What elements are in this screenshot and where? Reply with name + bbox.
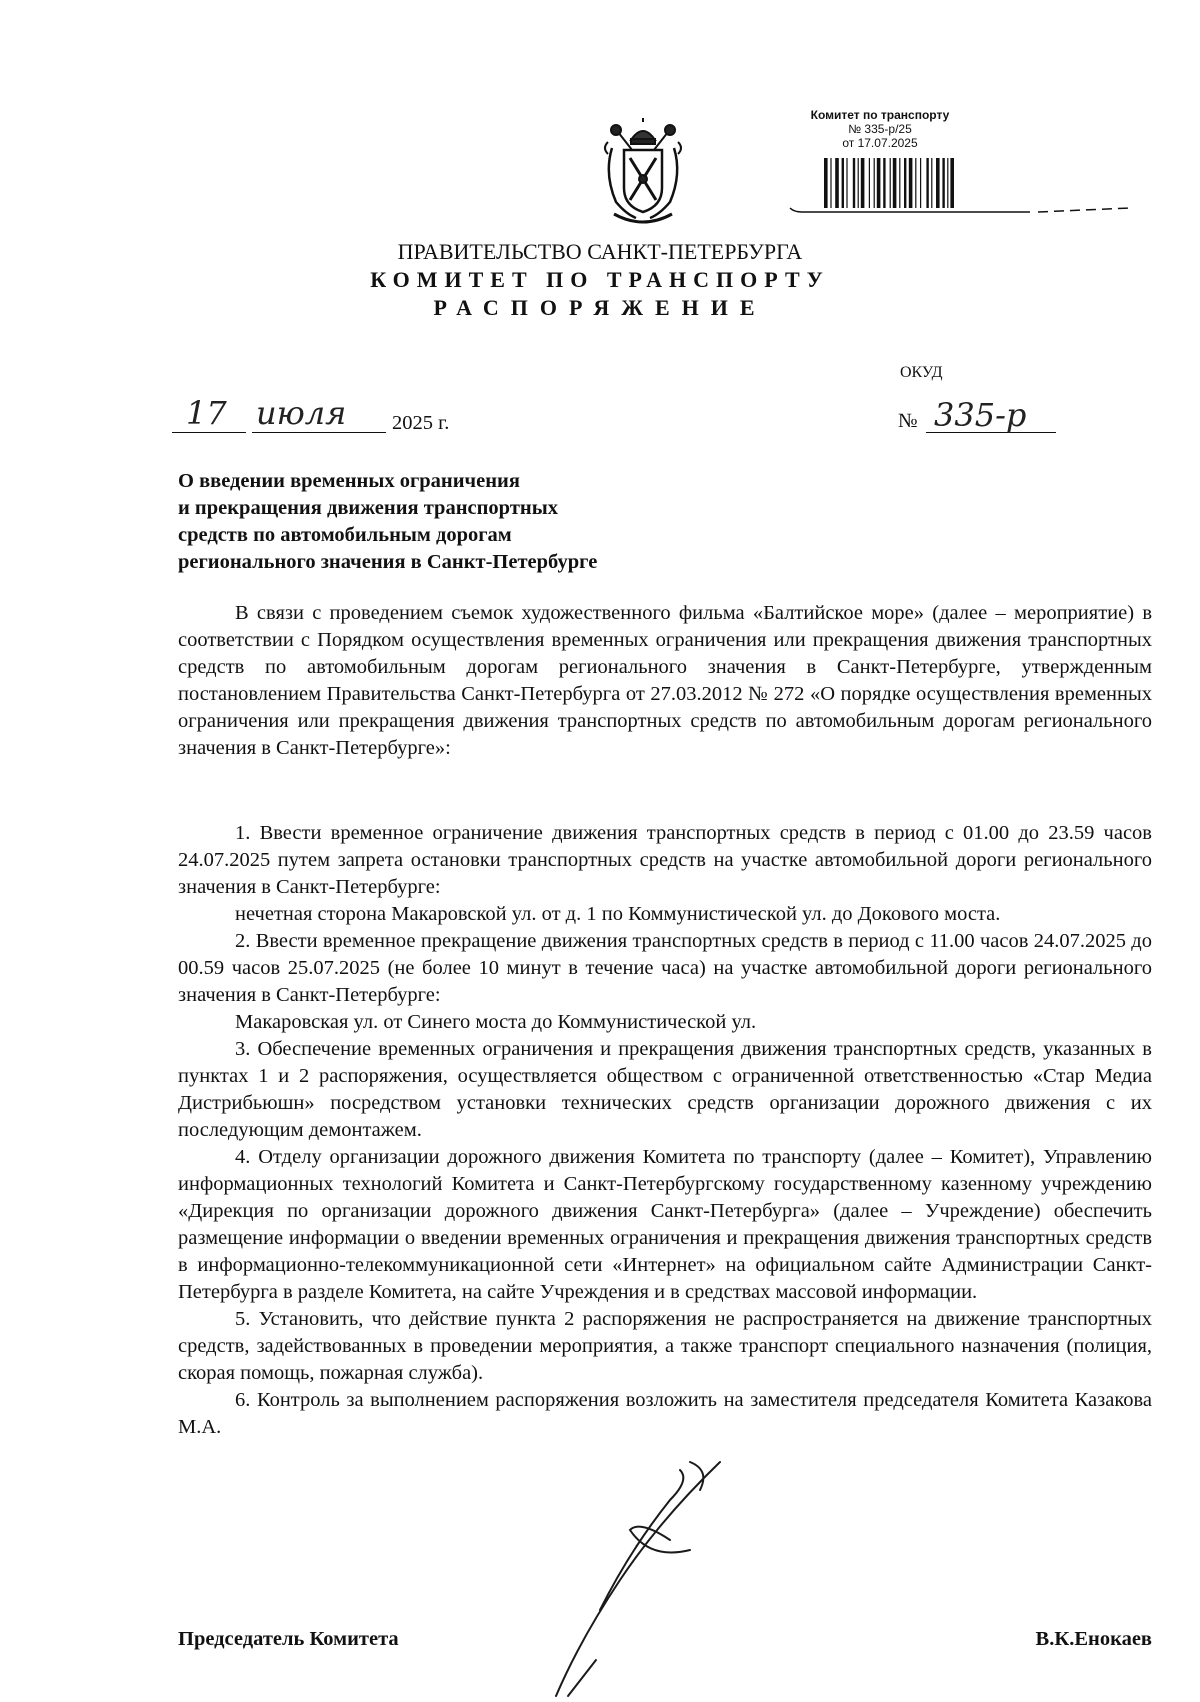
subject-line: средств по автомобильным дорогам (178, 524, 512, 546)
item-1-detail: нечетная сторона Макаровской ул. от д. 1 по Коммунистической ул. до Докового моста. (235, 903, 1001, 925)
item-5-paragraph: 5. Установить, что действие пункта 2 распоряжения не распространяется на движение транспортных средств, задействованных в проведении мероприятия, а также транспорт специального назначения (полиция, скорая помощь, пожарная служба). (178, 1308, 1152, 1384)
government-title: ПРАВИТЕЛЬСТВО САНКТ-ПЕТЕРБУРГА (397, 239, 803, 264)
document-subject (178, 468, 698, 576)
document-type: РАСПОРЯЖЕНИЕ (433, 295, 767, 320)
subject-line: регионального значения в Санкт-Петербурге (178, 551, 598, 573)
stamp-title: Комитет по транспорту (810, 108, 950, 122)
number-value: 335-р (934, 396, 1027, 434)
item-3-paragraph: 3. Обеспечение временных ограничения и прекращения движения транспортных средств, указанных в пунктах 1 и 2 распоряжения, осуществляется обществом с ограниченной ответственностью «Стар Медиа Дистрибьюшн» посредством установки технических средств организации дорожного движения с их последующим демонтажем. (178, 1038, 1152, 1141)
stamp-date: от 17.07.2025 (842, 136, 918, 150)
number-prefix: № (898, 410, 918, 432)
signatory-position: Председатель Комитета (178, 1628, 399, 1650)
item-6-paragraph: 6. Контроль за выполнением распоряжения возложить на заместителя председателя Комитета Казакова М.А. (178, 1389, 1152, 1438)
date-year: 2025 г. (392, 412, 450, 434)
preamble-paragraph: В связи с проведением съемок художественного фильма «Балтийское море» (далее – мероприятие) в соответствии с Порядком осуществления временных ограничения или прекращения движения транспортных средств по автомобильным дорогам регионального значения в Санкт-Петербурге, утвержденным постановлением Правительства Санкт-Петербурга от 27.03.2012 № 272 «О порядке осуществления временных ограничения или прекращения движения транспортных средств по автомобильным дорогам регионального значения в Санкт-Петербурге»: (178, 602, 1152, 759)
preamble-block (178, 600, 1152, 762)
item-1-paragraph: 1. Ввести временное ограничение движения транспортных средств в период с 01.00 до 23.59 часов 24.07.2025 путем запрета остановки транспортных средств на участке автомобильной дороги регионального значения в Санкт-Петербурге: (178, 822, 1152, 898)
item-2-detail: Макаровская ул. от Синего моста до Коммунистической ул. (235, 1011, 757, 1033)
coat-of-arms-emblem (598, 118, 688, 230)
items-block (178, 820, 1152, 1441)
stamp-number: № 335-р/25 (848, 122, 912, 136)
item-4-paragraph: 4. Отделу организации дорожного движения Комитета по транспорту (далее – Комитет), Управлению информационных технологий Комитета и Санкт-Петербургскому государственному казенному учреждению «Дирекция по организации дорожного движения Санкт-Петербурга» (далее – Учреждение) обеспечить размещение информации о введении временных ограничения и прекращения движения транспортных средств в информационно-телекоммуникационной сети «Интернет» на официальном сайте Администрации Санкт-Петербурга в разделе Комитета, на сайте Учреждения и в средствах массовой информации. (178, 1146, 1152, 1303)
okud-label: ОКУД (900, 364, 943, 381)
date-month: июля (256, 394, 347, 432)
committee-title: КОМИТЕТ ПО ТРАНСПОРТУ (370, 267, 830, 292)
subject-line: О введении временных ограничения (178, 470, 520, 492)
item-2-paragraph: 2. Ввести временное прекращение движения транспортных средств в период с 11.00 часов 24.07.2025 до 00.59 часов 25.07.2025 (не более 10 минут в течение часа) на участке автомобильной дороги регионального значения в Санкт-Петербурге: (178, 930, 1152, 1006)
date-month-line (252, 432, 386, 433)
date-day-line (172, 432, 246, 433)
subject-line: и прекращения движения транспортных (178, 497, 558, 519)
date-day: 17 (186, 394, 227, 432)
stamp-underline (790, 200, 1130, 220)
handwritten-signature (540, 1460, 800, 1700)
signatory-name: В.К.Енокаев (1035, 1628, 1152, 1650)
